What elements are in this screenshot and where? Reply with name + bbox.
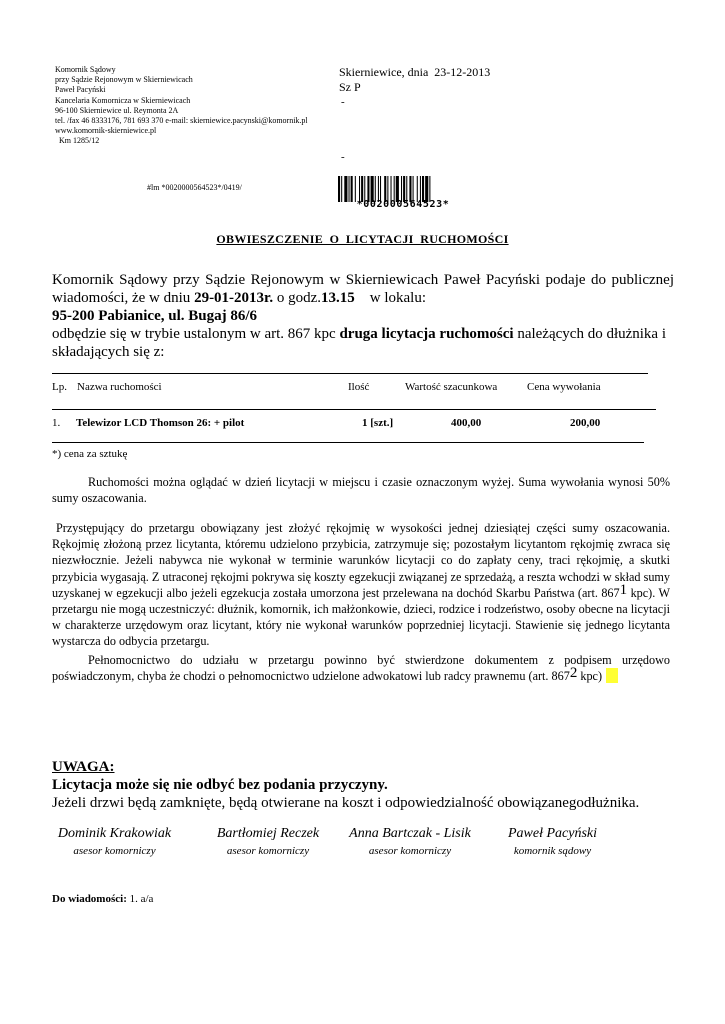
body-text: Przystępujący do przetargu obowiązany jest złożyć rękojmię w wysokości jednej dziesiątej części sumy oszacowania. Rękojmię złożoną przez licytanta, któremu udzielono przybicia, zatrzymuje się; pozostałym licytantom rękojmię zwraca się niezwłocznie. Jeżeli nabywca nie wykonał w terminie warunków licytacji co do zapłaty ceny, traci rękojmię, a skutki przybicia wygasają. Z utraconej rękojmi pokrywa się koszty egzekucji związanej ze sprzedażą, a reszta wchodzi w skład sumy uzyskanej w egzekucji albo jeżeli egzekucja została umorzona jest przelewana na dochód Skarbu Państwa (art. 867	[52, 521, 670, 600]
intro-text: w lokalu:	[354, 290, 427, 306]
notice-heading: UWAGA:	[52, 759, 115, 775]
col-header-value: Wartość szacunkowa	[405, 381, 498, 393]
dash-mark: -	[341, 151, 345, 163]
office-address-block	[55, 65, 308, 147]
auction-date: 29-01-2013r.	[194, 290, 274, 306]
price-note: *) cena za sztukę	[52, 448, 128, 460]
office-line: 96-100 Skierniewice ul. Reymonta 2A	[55, 105, 179, 115]
body-paragraph-2	[52, 520, 670, 684]
office-line: tel. /fax 46 8333176, 781 693 370 e-mail: skierniewice.pacynski@komornik.pl	[55, 116, 308, 126]
table-rule-mid	[52, 409, 656, 410]
distribution-list	[52, 893, 153, 905]
superscript: 1	[619, 581, 628, 598]
body-text: Ruchomości można oglądać w dzień licytacji w miejscu i czasie oznaczonym wyżej. Suma wywołania wynosi 50% sumy oszacowania.	[52, 475, 670, 506]
body-text: kpc)	[577, 668, 603, 683]
signature-block	[340, 826, 480, 857]
body-text: kpc). W przetargu nie mogą uczestniczyć: dłużnik, komornik, ich małżonkowie, dzieci, rodzice i rodzeństwo, osoby obecne na licytacji w charakterze urzędowym oraz licytant, który nie wykonał warunków poprzedniej licytacji. Stawienie się jednego licytanta wystarcza do odbycia przetargu.	[52, 585, 670, 649]
intro-paragraph	[52, 271, 674, 361]
table-row-name: Telewizor LCD Thomson 26: + pilot	[76, 417, 245, 429]
signatory-role: asesor komorniczy	[226, 845, 310, 857]
office-line: Kancelaria Komornicza w Skierniewicach	[55, 95, 191, 105]
table-row-qty: 1 [szt.]	[362, 417, 394, 429]
dash-mark: -	[341, 96, 345, 108]
table-row-lp: 1.	[52, 417, 61, 429]
signatory-role: asesor komorniczy	[73, 845, 156, 857]
auction-time: 13.15	[321, 290, 355, 306]
office-line: www.komornik-skierniewice.pl	[55, 126, 157, 136]
body-text: Pełnomocnictwo do udziału w przetargu powinno być stwierdzone dokumentem z podpisem urzędowo poświadczonym, chyba że chodzi o pełnomocnictwo udzielone adwokatowi lub radcy prawnemu (art. 867	[52, 652, 670, 683]
intro-text: o godz.	[273, 290, 322, 306]
highlight-mark	[606, 668, 618, 683]
distribution-value: 1. a/a	[126, 893, 154, 905]
table-row-price: 200,00	[570, 417, 601, 429]
col-header-price: Cena wywołania	[527, 381, 601, 393]
signature-block	[490, 826, 615, 857]
table-row-value: 400,00	[451, 417, 482, 429]
distribution-label: Do wiadomości:	[52, 893, 127, 905]
notice-line-1: Licytacja może się nie odbyć bez podania przyczyny.	[52, 777, 388, 793]
place-and-date: Skierniewice, dnia 23-12-2013	[339, 65, 491, 79]
auction-address: 95-200 Pabianice, ul. Bugaj 86/6	[52, 308, 258, 324]
notice-line-2: Jeżeli drzwi będą zamknięte, będą otwierane na koszt i odpowiedzialność obowiązanegodłużnika.	[52, 795, 640, 811]
col-header-qty: Ilość	[348, 381, 370, 393]
office-line: przy Sądzie Rejonowym w Skierniewicach	[55, 75, 193, 85]
col-header-lp: Lp.	[52, 381, 67, 393]
signatory-name: Anna Bartczak - Lisik	[349, 826, 471, 841]
reference-code: Sz P	[339, 80, 361, 94]
signatory-role: asesor komorniczy	[368, 845, 452, 857]
intro-text: Komornik Sądowy przy Sądzie Rejonowym w Skierniewicach Paweł Pacyński podaje do publicznej wiadomości, że w dniu	[52, 272, 674, 306]
barcode-text: *002000564523*	[356, 199, 450, 210]
signature-block	[203, 826, 333, 857]
auction-type: druga licytacja ruchomości	[339, 326, 514, 342]
document-title: OBWIESZCZENIE O LICYTACJI RUCHOMOŚCI	[216, 232, 509, 246]
signatory-role: komornik sądowy	[513, 845, 592, 857]
signature-block	[52, 826, 177, 857]
notice-block	[52, 758, 639, 812]
office-line: Km 1285/12	[55, 136, 100, 146]
intro-text: należących do dłużnika i składających się z:	[52, 326, 667, 360]
body-paragraph-1	[52, 474, 670, 506]
superscript: 2	[569, 664, 578, 681]
intro-text: odbędzie się w trybie ustalonym w art. 867 kpc	[52, 326, 340, 342]
col-header-name: Nazwa ruchomości	[77, 381, 162, 393]
office-line: Komornik Sądowy	[55, 65, 116, 74]
office-line: Paweł Pacyński	[55, 85, 106, 95]
table-rule-bottom	[52, 442, 644, 443]
signatory-name: Dominik Krakowiak	[57, 826, 172, 841]
table-rule-top	[52, 373, 648, 374]
signatory-name: Bartłomiej Reczek	[216, 826, 320, 841]
signatory-name: Paweł Pacyński	[507, 826, 598, 841]
document-id-code: #lm *0020000564523*/0419/	[147, 183, 242, 192]
